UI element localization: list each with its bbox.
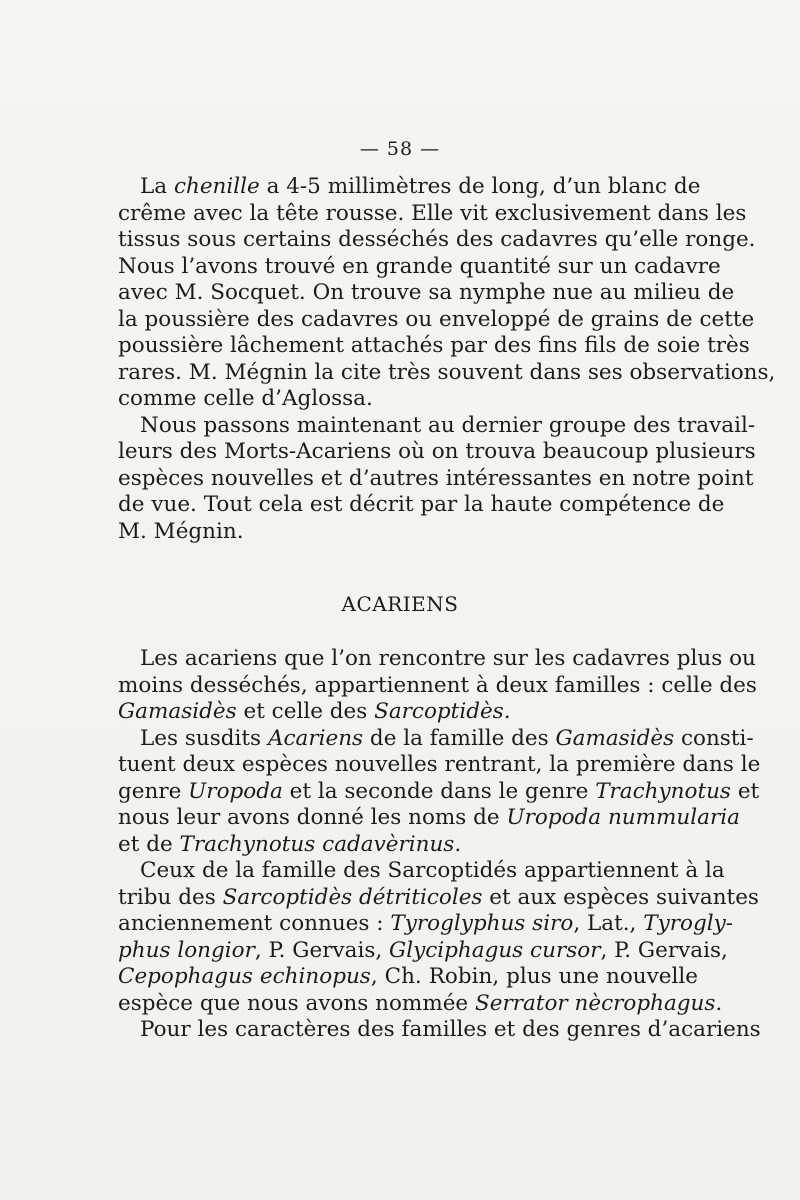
- italic-term: chenille: [173, 174, 260, 199]
- text-run: Pour les caractères des familles et des genres d’acariens: [140, 1017, 761, 1042]
- text-line: [118, 672, 757, 700]
- text-run: anciennement connues :: [118, 911, 391, 936]
- text-line: [118, 884, 759, 912]
- italic-term: Trachynotus: [595, 778, 731, 804]
- text-line: [118, 200, 747, 228]
- text-run: et: [730, 778, 760, 804]
- italic-term: phus longior: [118, 937, 255, 963]
- text-run: nous leur avons donné les noms de: [118, 805, 507, 830]
- section-heading: ACARIENS: [341, 592, 459, 616]
- text-run: Les acariens que l’on rencontre sur les cadavres plus ou: [140, 646, 756, 671]
- text-line: [118, 964, 698, 991]
- text-run: et celle des: [236, 699, 375, 724]
- text-run: , Lat.,: [573, 911, 644, 936]
- text-run: la poussière des cadavres ou enveloppé de grains de cette: [118, 306, 755, 332]
- text-line: [118, 699, 698, 726]
- text-run: et de: [118, 831, 180, 857]
- text-line: [118, 646, 756, 673]
- text-run: tuent deux espèces nouvelles rentrant, la première dans le: [118, 752, 761, 777]
- text-run: et aux espèces suivantes: [482, 884, 759, 910]
- text-run: , P. Gervais,: [254, 937, 390, 963]
- text-run: M. Mégnin.: [118, 518, 244, 544]
- text-run: leurs des Morts-Acariens où on trouva beaucoup plusieurs: [118, 439, 756, 464]
- text-run: tissus sous certains desséchés des cadavres qu’elle ronge.: [118, 227, 756, 252]
- italic-term: Cepophagus echinopus: [118, 964, 371, 989]
- italic-term: Serrator nècrophagus.: [475, 990, 723, 1016]
- text-run: et la seconde dans le genre: [282, 778, 596, 804]
- text-line: [118, 832, 698, 859]
- text-line: [118, 725, 754, 753]
- italic-term: Trachynotus cadavèrinus.: [179, 831, 462, 857]
- text-line: [118, 492, 725, 519]
- text-line: [118, 911, 733, 938]
- text-run: poussière lâchement attachés par des fins fils de soie très: [118, 333, 750, 358]
- text-run: Les susdits: [140, 725, 268, 751]
- italic-term: Sarcoptidès.: [374, 699, 511, 724]
- italic-term: Acariens: [267, 725, 364, 751]
- text-line: [118, 280, 735, 307]
- text-line: [118, 937, 728, 965]
- text-line: [118, 805, 740, 832]
- text-line: [118, 439, 756, 466]
- text-line: [118, 227, 756, 254]
- text-run: La: [140, 174, 174, 199]
- text-run: espèces nouvelles et d’autres intéressantes en notre point: [118, 465, 754, 491]
- italic-term: Gamasidès: [118, 699, 237, 724]
- text-run: crême avec la tête rousse. Elle vit exclusivement dans les: [118, 200, 747, 226]
- italic-term: Tyroglyphus siro: [390, 911, 574, 936]
- text-line: [118, 333, 750, 360]
- text-line: [118, 858, 725, 885]
- text-run: Nous l’avons trouvé en grande quantité sur un cadavre: [118, 253, 721, 279]
- text-line: [118, 359, 776, 387]
- text-run: tribu des: [118, 884, 223, 910]
- italic-term: Sarcoptidès détriticoles: [222, 884, 483, 910]
- text-line: [118, 465, 754, 493]
- text-run: de vue. Tout cela est décrit par la haute compétence de: [118, 492, 725, 517]
- text-line: [118, 778, 760, 806]
- page-number: — 58 —: [359, 138, 441, 160]
- text-run: de la famille des: [363, 725, 556, 751]
- text-run: avec M. Socquet. On trouve sa nymphe nue au milieu de: [118, 280, 735, 305]
- text-run: a 4-5 millimètres de long, d’un blanc de: [259, 174, 701, 199]
- text-run: , Ch. Robin, plus une nouvelle: [370, 964, 698, 989]
- italic-term: Gamasidès: [555, 725, 675, 751]
- text-line: [118, 1017, 761, 1044]
- text-line: [118, 412, 756, 440]
- text-line: [118, 990, 723, 1018]
- text-run: Nous passons maintenant au dernier groupe des travail-: [140, 412, 756, 438]
- text-line: [118, 174, 701, 201]
- italic-term: Glyciphagus cursor: [389, 937, 601, 963]
- text-line: [118, 519, 698, 546]
- text-run: genre: [118, 778, 189, 804]
- text-run: Ceux de la famille des Sarcoptidés appartiennent à la: [140, 858, 725, 883]
- text-run: comme celle d’Aglossa.: [118, 386, 373, 411]
- text-run: espèce que nous avons nommée: [118, 990, 475, 1016]
- italic-term: Uropoda: [188, 778, 283, 804]
- text-line: [118, 386, 698, 413]
- text-run: moins desséchés, appartiennent à deux familles : celle des: [118, 672, 757, 698]
- body-text-block-2: [118, 646, 761, 1044]
- text-line: [118, 306, 755, 334]
- text-run: , P. Gervais,: [600, 937, 728, 963]
- text-line: [118, 752, 761, 779]
- text-run: rares. M. Mégnin la cite très souvent dans ses observations,: [118, 359, 776, 385]
- body-text-block-1: [118, 174, 776, 545]
- italic-term: Uropoda nummularia: [506, 805, 740, 830]
- text-run: consti-: [674, 725, 754, 751]
- italic-term: Tyrogly-: [643, 911, 733, 936]
- text-line: [118, 253, 721, 281]
